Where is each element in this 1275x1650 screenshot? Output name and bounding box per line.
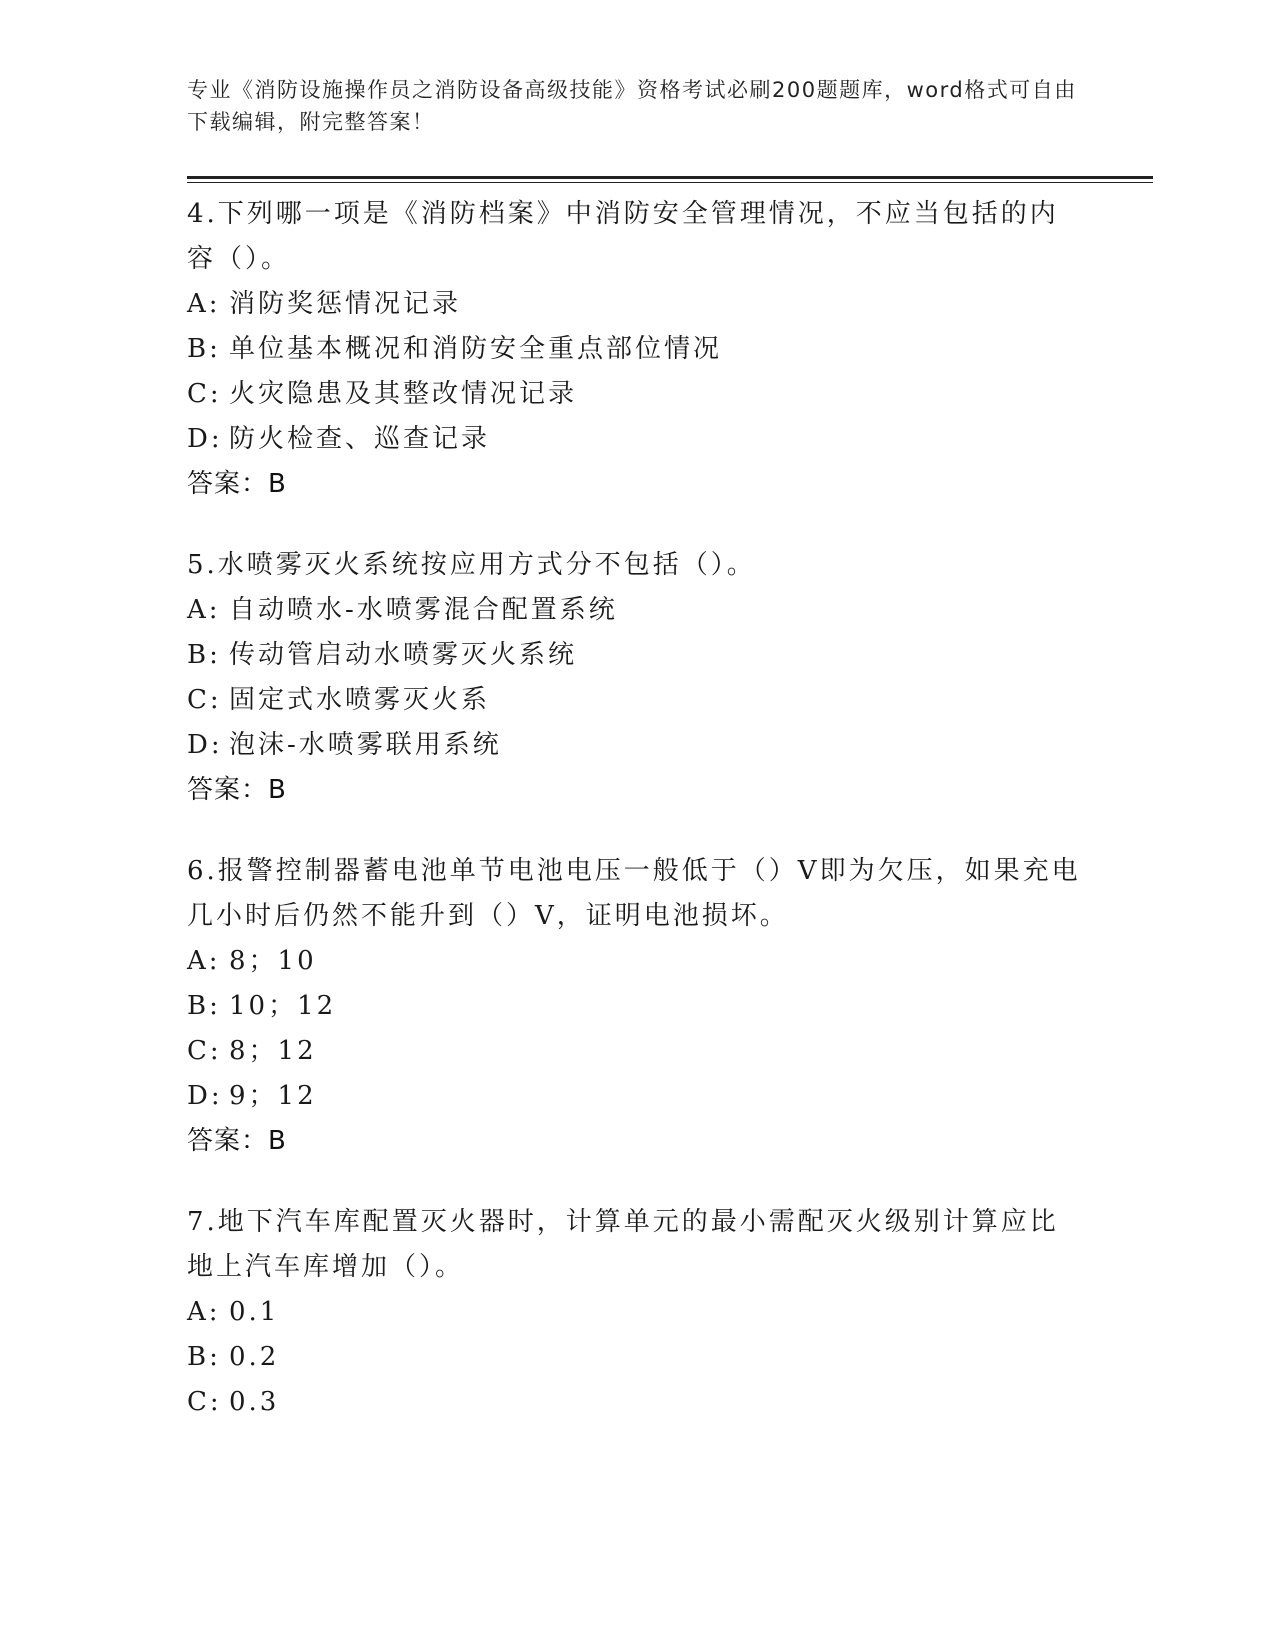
option-key: B: — [187, 640, 221, 670]
option-a — [187, 588, 1087, 633]
option-c — [187, 1029, 1087, 1074]
option-text: 传动管启动水喷雾灭火系统 — [229, 640, 578, 670]
option-a — [187, 282, 1087, 327]
option-text: 固定式水喷雾灭火系 — [229, 685, 491, 715]
question-text: 6.报警控制器蓄电池单节电池电压一般低于（）V即为欠压，如果充电几小时后仍然不能升到（）V，证明电池损坏。 — [187, 856, 1081, 931]
option-text: 9；12 — [229, 1081, 317, 1111]
option-text: 消防奖惩情况记录 — [229, 289, 462, 319]
answer-text: 答案：B — [187, 775, 287, 805]
option-key: D: — [187, 424, 223, 454]
question-item — [187, 192, 1087, 507]
header-divider-thick — [187, 176, 1153, 179]
option-text: 泡沫-水喷雾联用系统 — [229, 730, 502, 760]
option-key: B: — [187, 1342, 221, 1372]
option-b — [187, 1335, 1087, 1380]
option-d — [187, 723, 1087, 768]
option-b — [187, 327, 1087, 372]
option-c — [187, 372, 1087, 417]
header-divider-thin — [187, 182, 1153, 183]
option-b — [187, 984, 1087, 1029]
option-key: C: — [187, 1387, 222, 1417]
option-text: 10；12 — [229, 991, 337, 1021]
option-key: A: — [187, 289, 221, 319]
option-a — [187, 939, 1087, 984]
option-key: B: — [187, 991, 221, 1021]
document-header: 专业《消防设施操作员之消防设备高级技能》资格考试必刷200题题库，word格式可自由下载编辑，附完整答案！ — [187, 78, 1077, 134]
question-text: 4.下列哪一项是《消防档案》中消防安全管理情况，不应当包括的内容（）。 — [187, 199, 1059, 274]
option-text: 自动喷水-水喷雾混合配置系统 — [229, 595, 618, 625]
option-b — [187, 633, 1087, 678]
option-key: A: — [187, 595, 221, 625]
option-key: C: — [187, 379, 222, 409]
question-item — [187, 543, 1087, 813]
option-key: C: — [187, 1036, 222, 1066]
option-text: 火灾隐患及其整改情况记录 — [229, 379, 578, 409]
option-key: D: — [187, 1081, 223, 1111]
option-text: 8；12 — [229, 1036, 317, 1066]
answer-text: 答案：B — [187, 1126, 287, 1156]
question-list — [187, 192, 1087, 1461]
option-key: C: — [187, 685, 222, 715]
option-text: 单位基本概况和消防安全重点部位情况 — [229, 334, 723, 364]
option-key: D: — [187, 730, 223, 760]
option-d — [187, 417, 1087, 462]
question-text: 7.地下汽车库配置灭火器时，计算单元的最小需配灭火级别计算应比地上汽车库增加（）。 — [187, 1207, 1059, 1282]
option-text: 0.2 — [229, 1342, 280, 1372]
option-text: 防火检查、巡查记录 — [229, 424, 491, 454]
question-text: 5.水喷雾灭火系统按应用方式分不包括（）。 — [187, 550, 756, 580]
question-item — [187, 1200, 1087, 1425]
answer-text: 答案：B — [187, 469, 287, 499]
option-c — [187, 678, 1087, 723]
option-key: A: — [187, 1297, 221, 1327]
option-text: 0.3 — [229, 1387, 280, 1417]
question-item — [187, 849, 1087, 1164]
option-key: A: — [187, 946, 221, 976]
option-text: 0.1 — [229, 1297, 280, 1327]
option-text: 8；10 — [229, 946, 317, 976]
option-d — [187, 1074, 1087, 1119]
option-key: B: — [187, 334, 221, 364]
option-a — [187, 1290, 1087, 1335]
option-c — [187, 1380, 1087, 1425]
